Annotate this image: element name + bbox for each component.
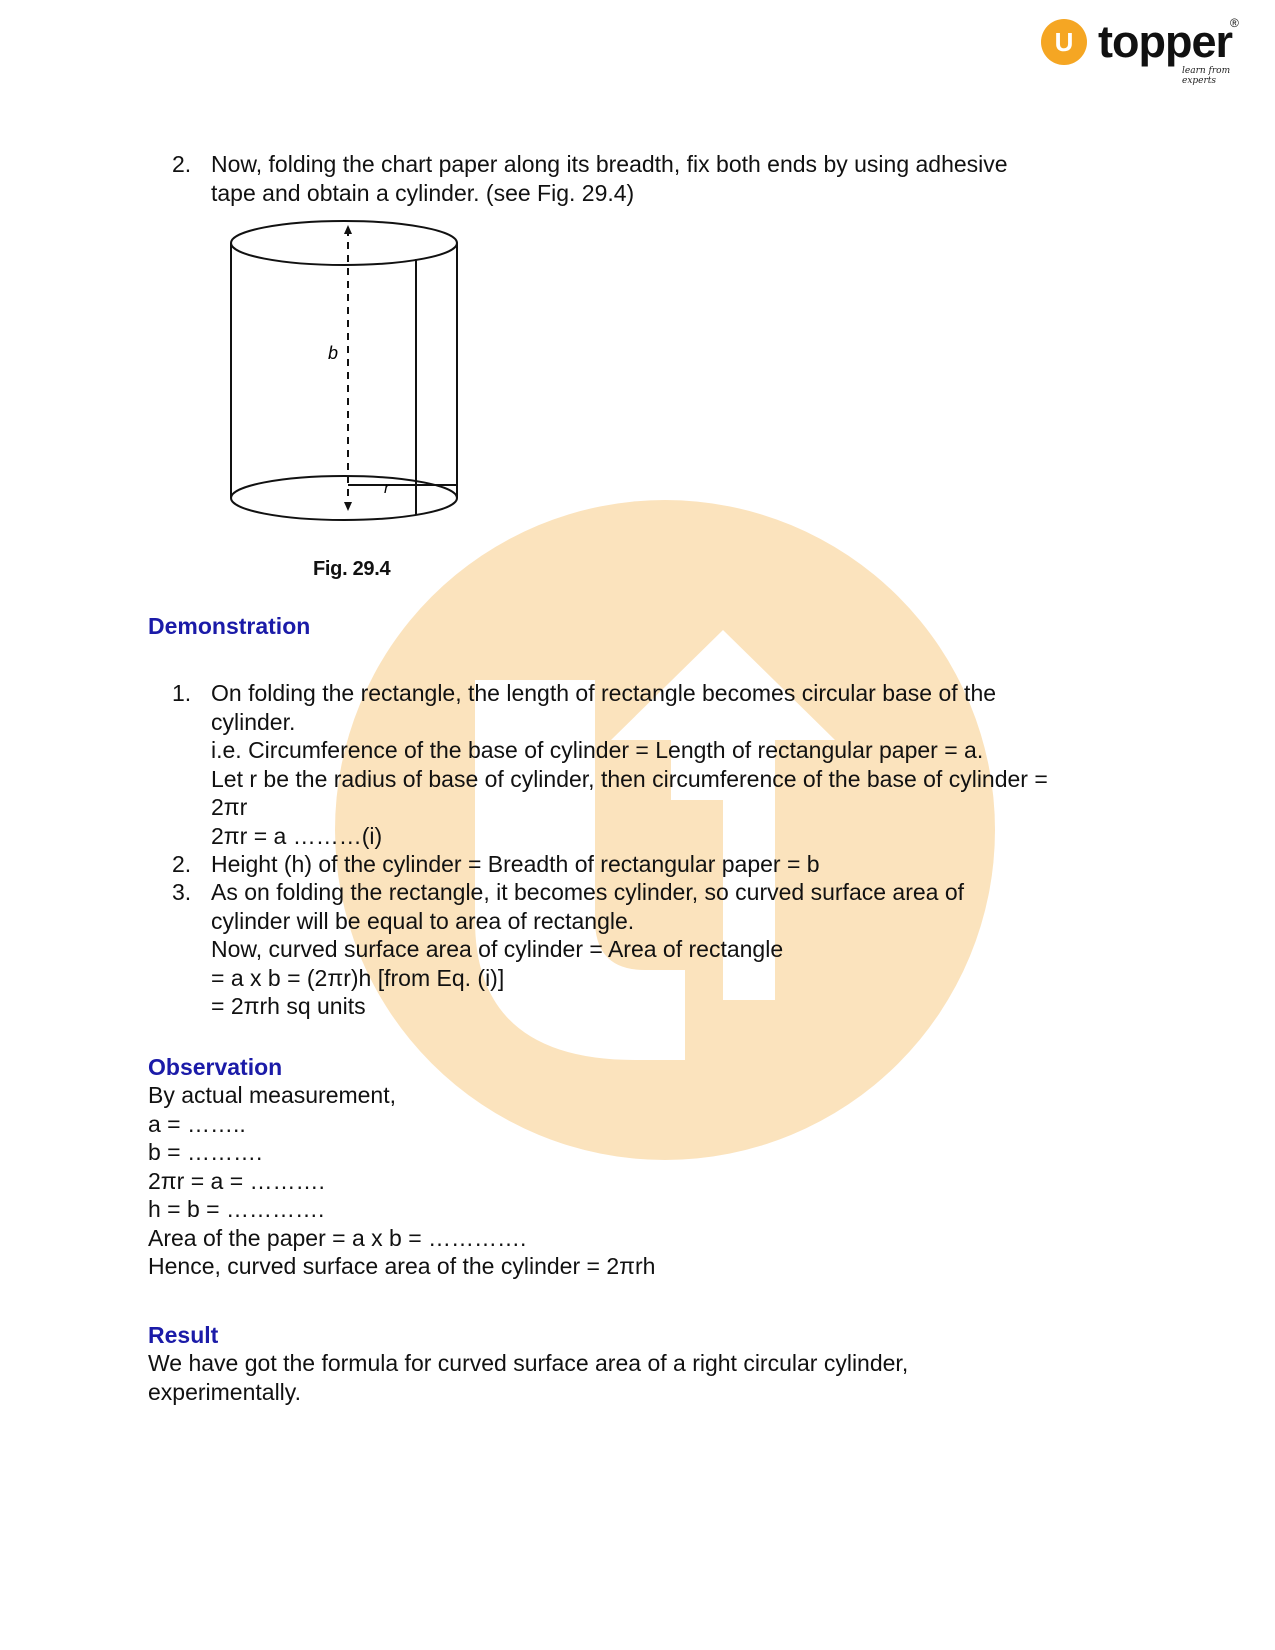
step-text xyxy=(211,150,1008,207)
demo-line: 2πr xyxy=(211,794,248,820)
demonstration-heading: Demonstration xyxy=(148,613,311,639)
observation-line: Hence, curved surface area of the cylinder = 2πrh xyxy=(148,1253,656,1279)
observation-text xyxy=(148,1081,655,1281)
demo-item-text xyxy=(211,878,964,1021)
registered-mark: ® xyxy=(1230,16,1239,30)
result-line: We have got the formula for curved surface area of a right circular cylinder, xyxy=(148,1350,909,1376)
label-r: r xyxy=(384,480,390,497)
result-line: experimentally. xyxy=(148,1378,301,1405)
figure-caption: Fig. 29.4 xyxy=(313,558,391,580)
step-line: Now, folding the chart paper along its breadth, fix both ends by using adhesive xyxy=(211,151,1008,177)
label-b: b xyxy=(328,343,339,363)
observation-line: By actual measurement, xyxy=(148,1082,397,1108)
demo-item-text xyxy=(211,850,820,879)
svg-text:U: U xyxy=(1054,27,1074,57)
demo-line: Let r be the radius of base of cylinder, then circumference of the base of cylinder = xyxy=(211,765,1048,792)
observation-line: 2πr = a = ………. xyxy=(148,1167,325,1194)
result-heading: Result xyxy=(148,1322,219,1348)
demo-line: = 2πrh sq units xyxy=(211,993,366,1019)
demo-line: = a x b = (2πr)h [from Eq. (i)] xyxy=(211,964,505,991)
result-text xyxy=(148,1349,908,1406)
demo-item-number: 1. xyxy=(172,680,192,706)
demo-line: Now, curved surface area of cylinder = Area of rectangle xyxy=(211,936,784,962)
observation-heading: Observation xyxy=(148,1054,283,1080)
demo-line: On folding the rectangle, the length of rectangle becomes circular base of the xyxy=(211,680,997,706)
demo-line: 2πr = a ………(i) xyxy=(211,822,383,849)
cylinder-figure xyxy=(220,215,470,545)
observation-line: b = ………. xyxy=(148,1139,263,1165)
topper-logo xyxy=(1040,16,1240,86)
logo-tagline: learn from experts xyxy=(1182,66,1231,86)
topper-logo-icon xyxy=(1040,18,1088,66)
observation-line: a = …….. xyxy=(148,1110,246,1137)
observation-line: h = b = …………. xyxy=(148,1196,325,1222)
demo-line: As on folding the rectangle, it becomes cylinder, so curved surface area of xyxy=(211,879,965,905)
demo-line: cylinder will be equal to area of rectangle. xyxy=(211,907,635,934)
demo-line: cylinder. xyxy=(211,708,296,735)
demo-item-text xyxy=(211,679,1048,850)
demo-line: i.e. Circumference of the base of cylinder = Length of rectangular paper = a. xyxy=(211,737,984,763)
logo-wordmark: topper xyxy=(1098,16,1232,67)
demo-item-number: 2. xyxy=(172,851,192,877)
step-line: tape and obtain a cylinder. (see Fig. 29.4) xyxy=(211,179,635,206)
demo-item-number: 3. xyxy=(172,879,192,905)
demo-line: Height (h) of the cylinder = Breadth of rectangular paper = b xyxy=(211,851,820,877)
observation-line: Area of the paper = a x b = …………. xyxy=(148,1224,527,1251)
step-number: 2. xyxy=(172,151,192,177)
